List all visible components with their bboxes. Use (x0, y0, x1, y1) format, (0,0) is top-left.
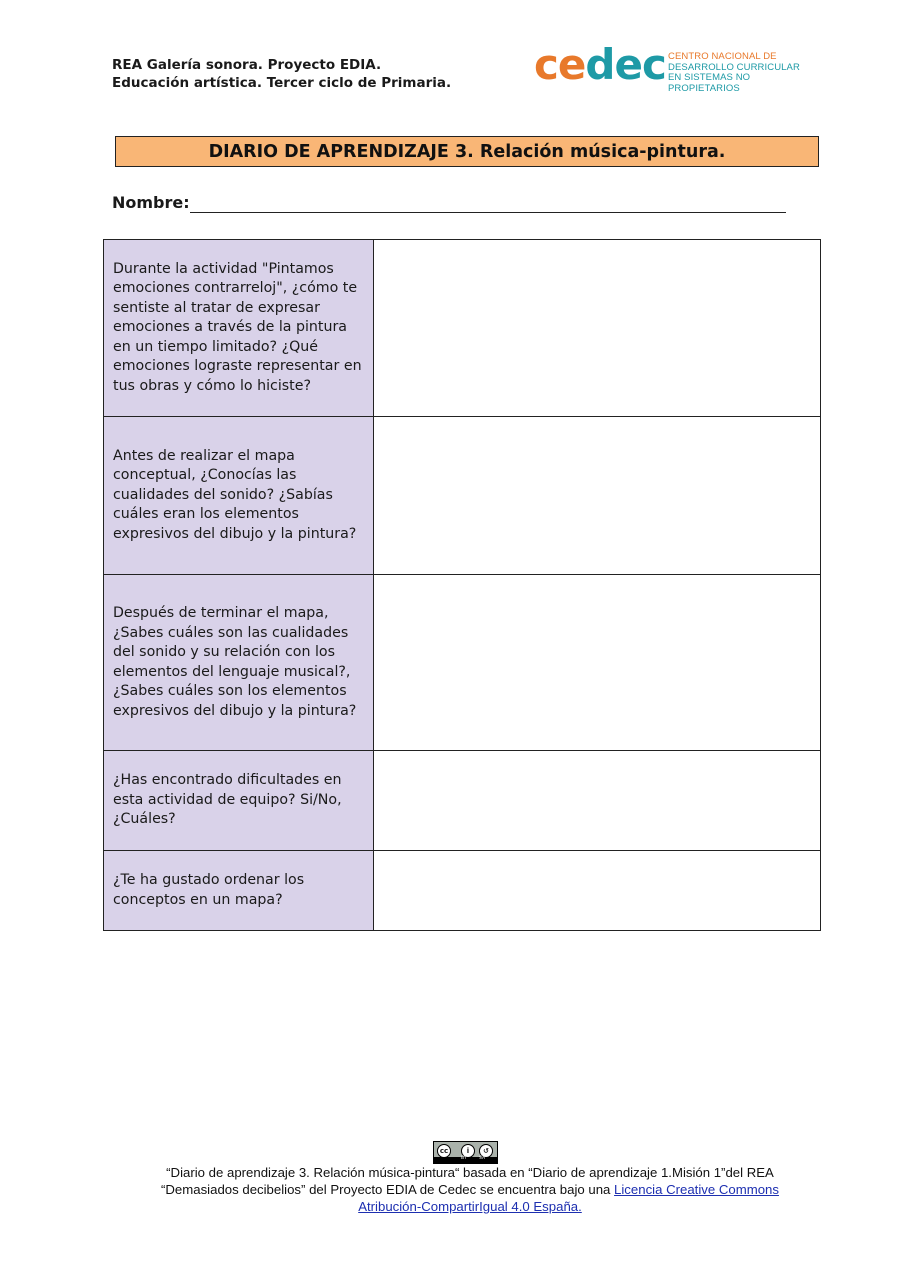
footer-line-2: “Demasiados decibelios” del Proyecto EDIA de Cedec se encuentra bajo una Licencia Creative Commons (161, 1182, 779, 1197)
question-cell: ¿Has encontrado dificultades en esta actividad de equipo? Si/No, ¿Cuáles? (104, 751, 374, 851)
share-alike-icon: ↺ (479, 1144, 493, 1158)
answer-cell[interactable] (374, 751, 821, 851)
document-title: DIARIO DE APRENDIZAJE 3. Relación música-pintura. (208, 141, 726, 162)
footer-line-3 (120, 1198, 820, 1215)
document-header (112, 56, 451, 92)
footer-line-1: “Diario de aprendizaje 3. Relación música-pintura“ basada en “Diario de aprendizaje 1.Misión 1”del REA (166, 1165, 774, 1180)
table-row (104, 417, 821, 575)
license-link[interactable]: Licencia Creative Commons (614, 1182, 779, 1197)
table-row (104, 851, 821, 931)
questions-table (103, 239, 821, 931)
by-person-icon: i (461, 1144, 475, 1158)
cedec-logo-subtitle: CENTRO NACIONAL DE DESARROLLO CURRICULAR EN SISTEMAS NO PROPIETARIOS (668, 51, 800, 94)
license-footer (120, 1164, 820, 1215)
table-row (104, 240, 821, 417)
cedec-logo-wordmark: cedec (534, 40, 666, 89)
question-cell: Antes de realizar el mapa conceptual, ¿Conocías las cualidades del sonido? ¿Sabías cuáles eran los elementos expresivos del dibujo y la pintura? (104, 417, 374, 575)
header-line-course: Educación artística. Tercer ciclo de Primaria. (112, 75, 452, 91)
table-row (104, 575, 821, 751)
nombre-answer-line[interactable] (190, 212, 786, 213)
answer-cell[interactable] (374, 417, 821, 575)
answer-cell[interactable] (374, 240, 821, 417)
table-row (104, 751, 821, 851)
cedec-logo (534, 40, 824, 94)
cc-by-sa-icon (433, 1141, 498, 1164)
cc-logo-icon: cc (437, 1144, 451, 1158)
question-cell: Durante la actividad "Pintamos emociones contrarreloj", ¿cómo te sentiste al tratar de expresar emociones a través de la pintura en un tiempo limitado? ¿Qué emociones lograste representar en tus obras y cómo lo hiciste? (104, 240, 374, 417)
question-cell: ¿Te ha gustado ordenar los conceptos en un mapa? (104, 851, 374, 931)
answer-cell[interactable] (374, 851, 821, 931)
answer-cell[interactable] (374, 575, 821, 751)
question-cell: Después de terminar el mapa, ¿Sabes cuáles son las cualidades del sonido y su relación con los elementos del lenguaje musical?, ¿Sabes cuáles son los elementos expresivos del dibujo y la pintura? (104, 575, 374, 751)
header-line-project: REA Galería sonora. Proyecto EDIA. (112, 57, 382, 73)
cc-badge-label-bar: BY SA (434, 1157, 497, 1163)
document-title-box (115, 136, 819, 167)
license-link-continued[interactable]: Atribución-CompartirIgual 4.0 España. (358, 1199, 582, 1214)
nombre-label: Nombre: (112, 193, 190, 212)
